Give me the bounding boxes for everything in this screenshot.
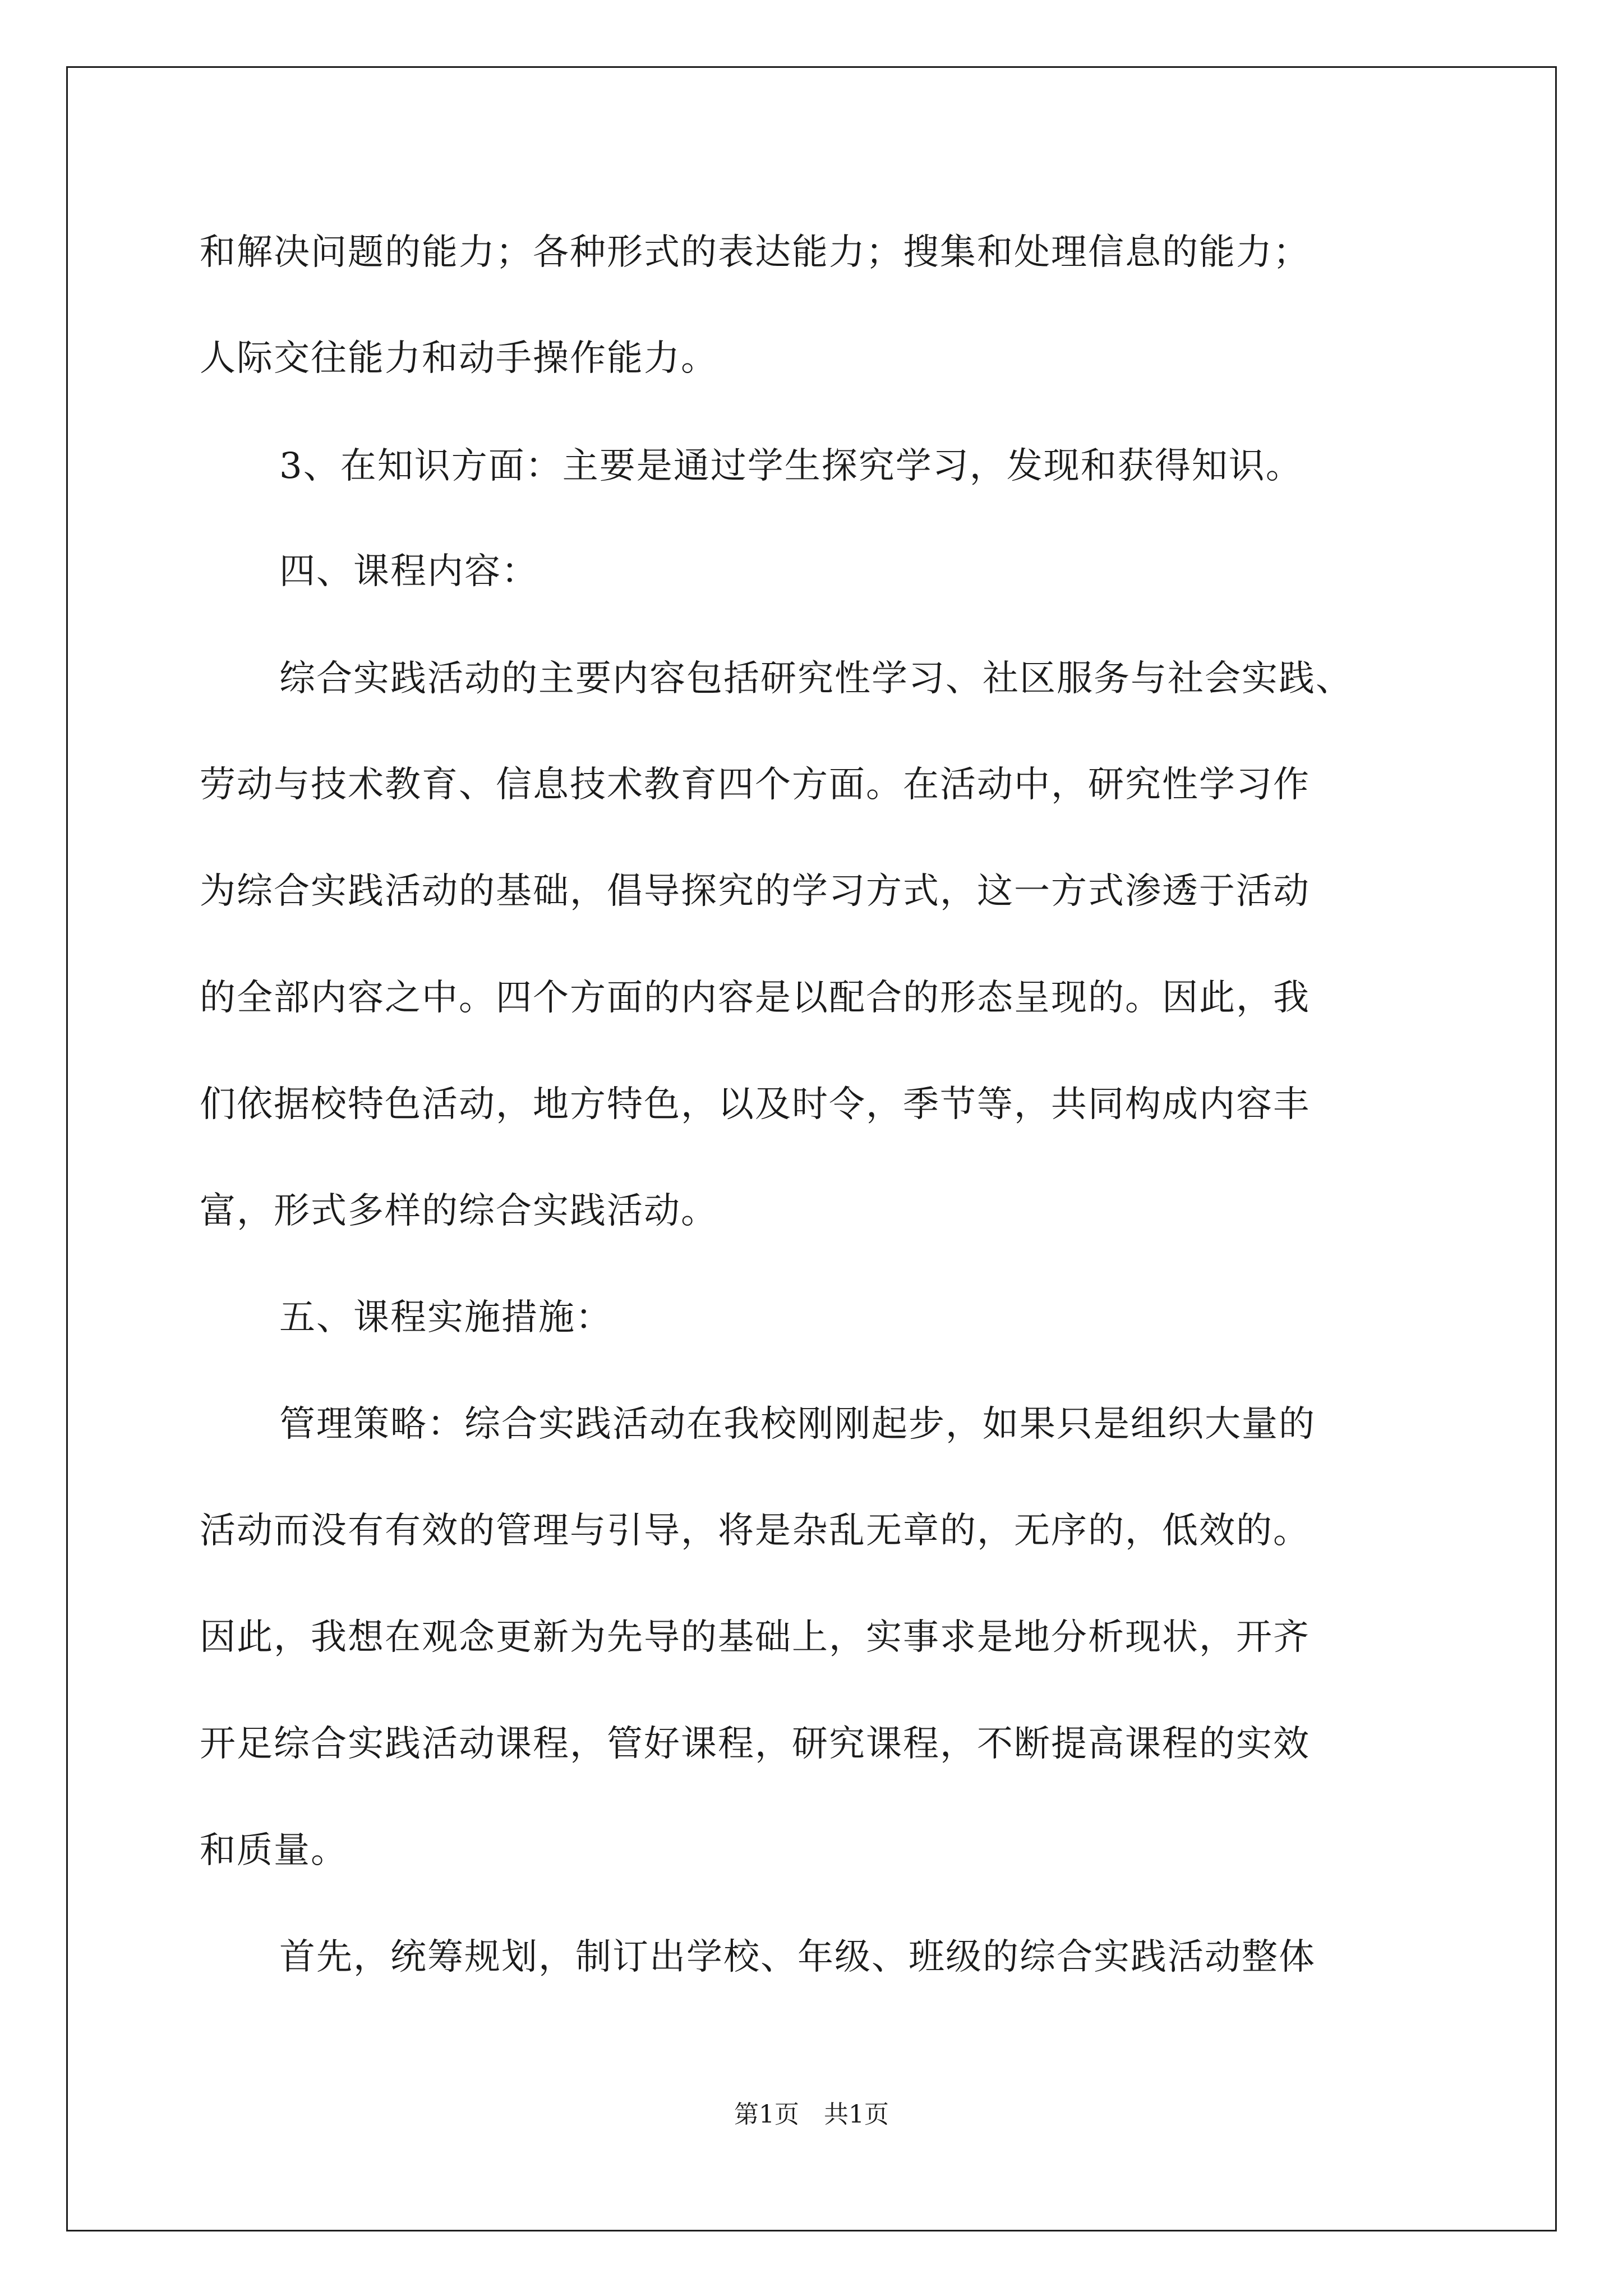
page-border	[66, 66, 1557, 2231]
text-line: 和解决问题的能力；各种形式的表达能力；搜集和处理信息的能力；	[200, 232, 1310, 273]
text-line: 富，形式多样的综合实践活动。	[200, 1190, 718, 1232]
section-heading: 四、课程内容：	[279, 551, 538, 592]
text-line: 人际交往能力和动手操作能力。	[200, 338, 718, 379]
text-line: 开足综合实践活动课程，管好课程，研究课程，不断提高课程的实效	[200, 1723, 1310, 1765]
text-line: 劳动与技术教育、信息技术教育四个方面。在活动中，研究性学习作	[200, 764, 1310, 806]
text-line: 首先，统筹规划，制订出学校、年级、班级的综合实践活动整体	[279, 1936, 1316, 1978]
section-heading: 五、课程实施措施：	[279, 1297, 612, 1338]
text-line: 为综合实践活动的基础，倡导探究的学习方式，这一方式渗透于活动	[200, 871, 1310, 912]
text-line: 综合实践活动的主要内容包括研究性学习、社区服务与社会实践、	[279, 658, 1353, 700]
text-line: 们依据校特色活动，地方特色，以及时令，季节等，共同构成内容丰	[200, 1084, 1310, 1125]
text-line: 和质量。	[200, 1830, 348, 1871]
text-line: 活动而没有有效的管理与引导，将是杂乱无章的，无序的，低效的。	[200, 1510, 1310, 1552]
text-line: 管理策略：综合实践活动在我校刚刚起步，如果只是组织大量的	[279, 1404, 1316, 1445]
text-line: 的全部内容之中。四个方面的内容是以配合的形态呈现的。因此，我	[200, 977, 1310, 1019]
text-line: 3、在知识方面：主要是通过学生探究学习，发现和获得知识。	[279, 445, 1303, 487]
text-line: 因此，我想在观念更新为先导的基础上，实事求是地分析现状，开齐	[200, 1617, 1310, 1658]
page-footer: 第1页 共1页	[734, 2100, 889, 2129]
